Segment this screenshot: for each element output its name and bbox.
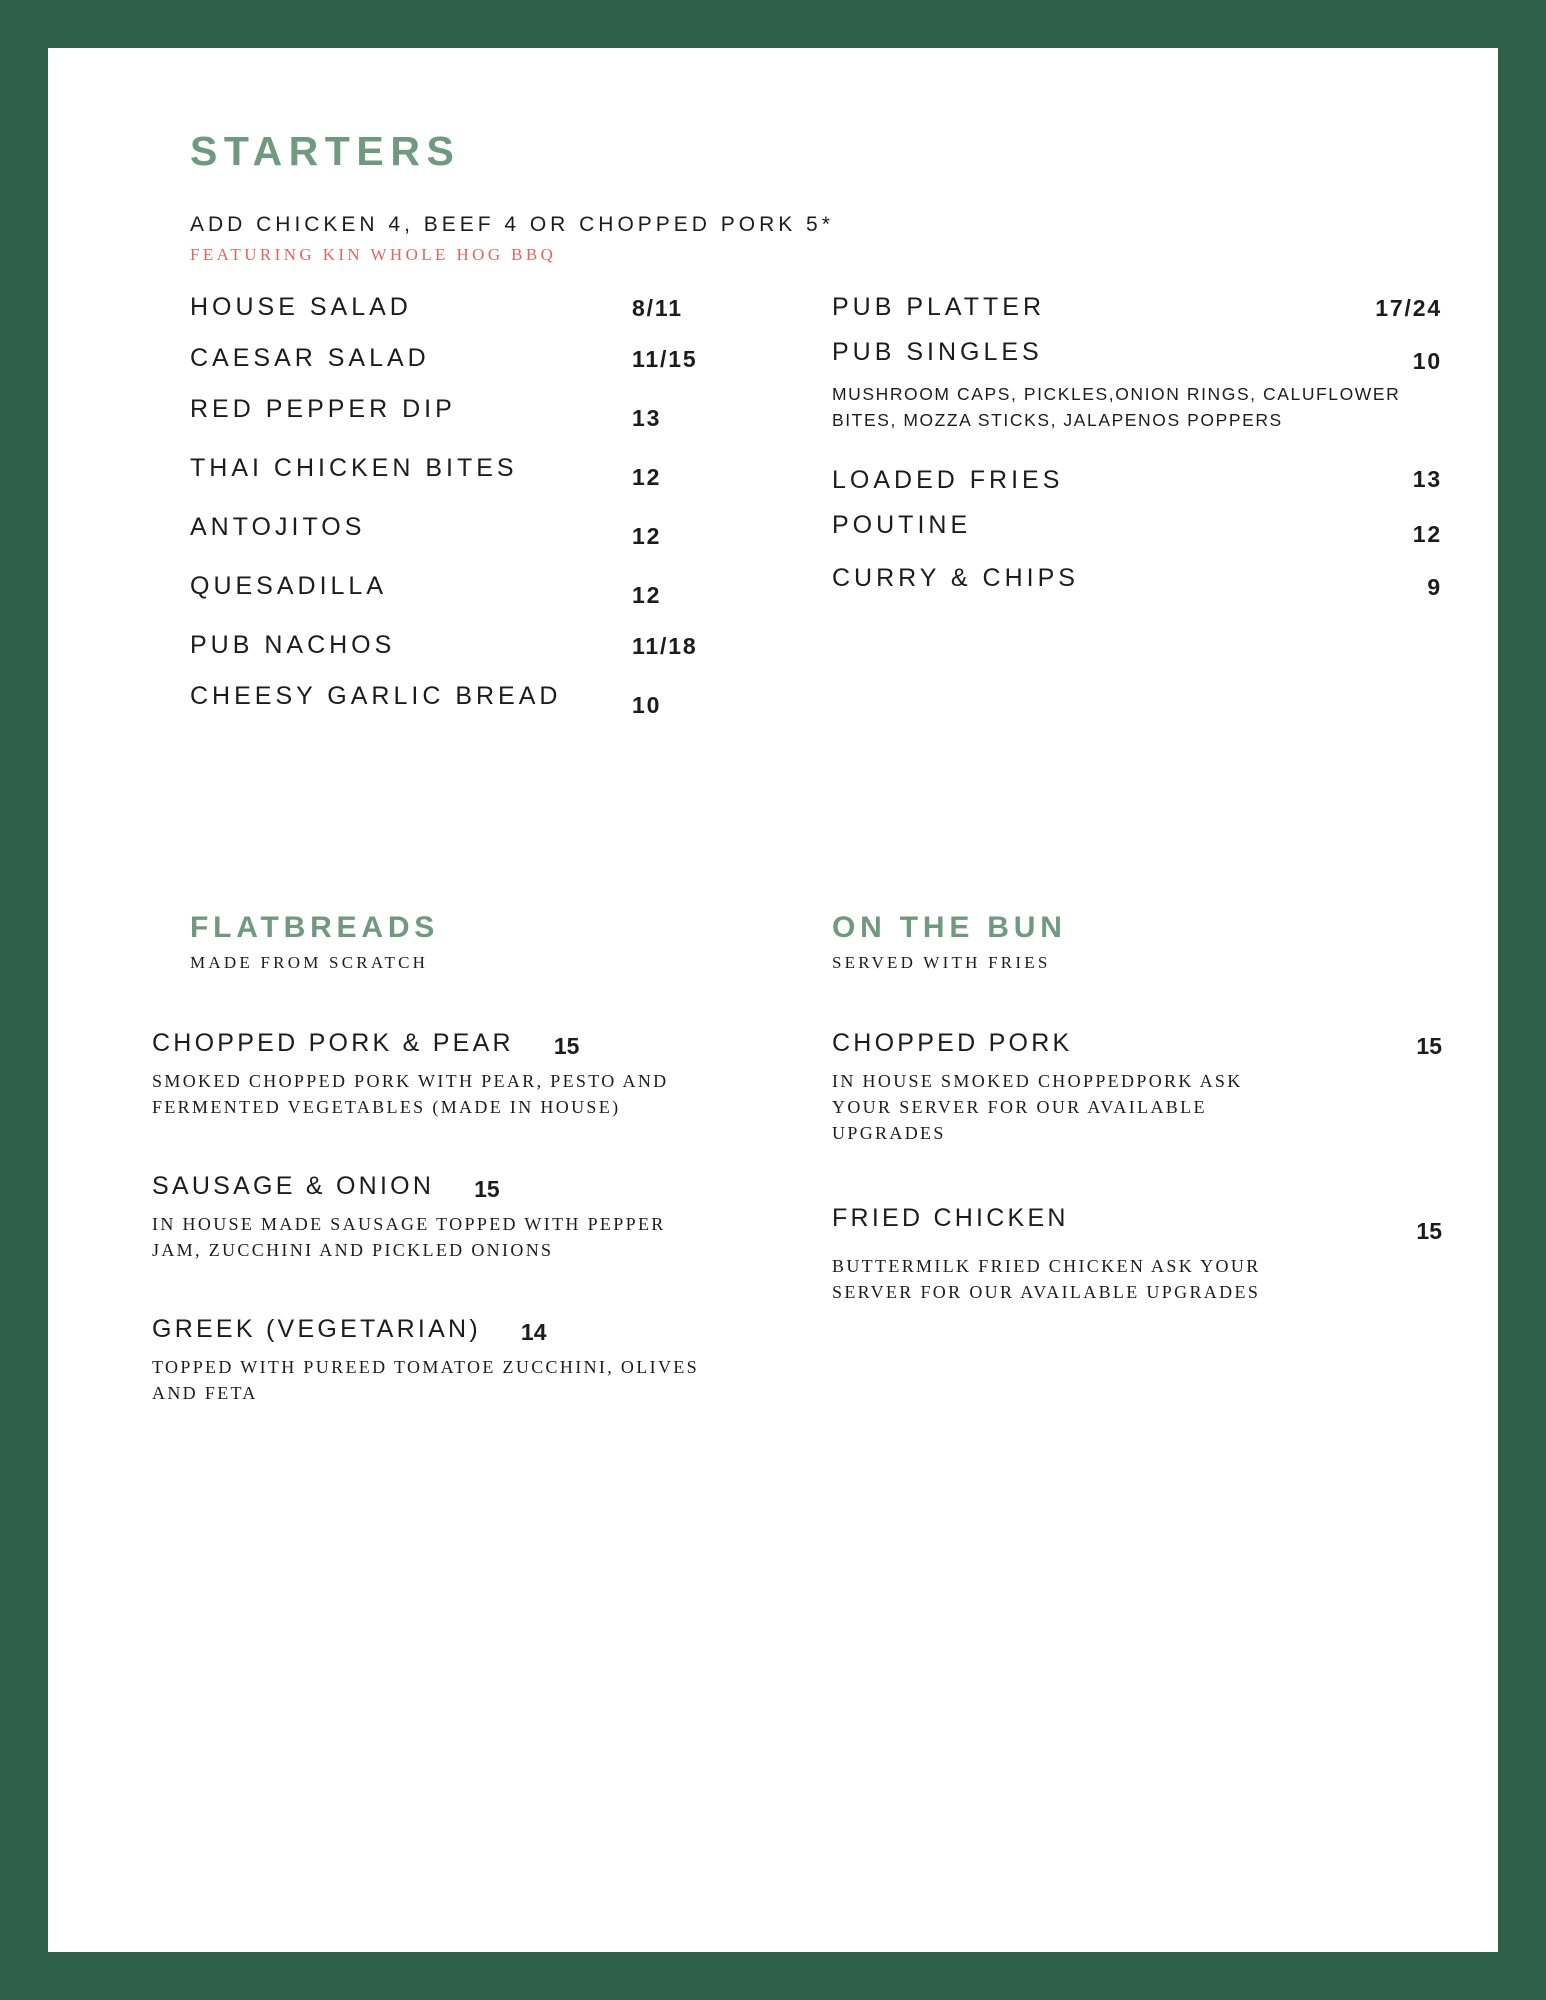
item-label: CHEESY GARLIC BREAD (190, 682, 562, 710)
item-price: 13 (632, 405, 662, 431)
on-the-bun-subtitle: SERVED WITH FRIES (832, 953, 1051, 972)
item-price: 12 (632, 582, 662, 608)
menu-item-antojitos (152, 513, 832, 550)
menu-item-loaded-fries (832, 466, 1442, 495)
item-description: BUTTERMILK FRIED CHICKEN ASK YOUR SERVER FOR OUR AVAILABLE UPGRADES (832, 1256, 1261, 1303)
item-price: 12 (632, 464, 662, 490)
flatbreads-subtitle: MADE FROM SCRATCH (190, 953, 429, 972)
menu-item-quesadilla (152, 572, 832, 609)
menu-item-house-salad (152, 293, 832, 322)
item-label: CURRY & CHIPS (832, 563, 1079, 592)
item-price: 17/24 (1375, 295, 1442, 321)
item-description: SMOKED CHOPPED PORK WITH PEAR, PESTO AND FERMENTED VEGETABLES (MADE IN HOUSE) (152, 1071, 669, 1118)
item-label: PUB PLATTER (832, 293, 1046, 321)
item-label: CHOPPED PORK & PEAR (152, 1029, 514, 1057)
on-the-bun-section (832, 911, 1442, 1459)
item-price: 15 (474, 1176, 500, 1203)
item-price: 13 (1412, 465, 1442, 492)
item-price: 10 (1412, 348, 1442, 374)
starters-columns (152, 293, 1442, 741)
item-price: 10 (632, 692, 662, 718)
item-description: TOPPED WITH PUREED TOMATOE ZUCCHINI, OLIVES AND FETA (152, 1357, 699, 1404)
starters-right-column (832, 293, 1442, 741)
item-label: PUB SINGLES (832, 338, 1043, 366)
item-label: ANTOJITOS (190, 513, 366, 541)
item-price: 15 (1416, 1033, 1442, 1059)
starters-note: ADD CHICKEN 4, BEEF 4 OR CHOPPED PORK 5* (190, 213, 834, 236)
menu-item-thai-chicken-bites (152, 454, 832, 491)
bun-chopped-pork (832, 1029, 1442, 1146)
item-description: IN HOUSE MADE SAUSAGE TOPPED WITH PEPPER JAM, ZUCCHINI AND PICKLED ONIONS (152, 1214, 666, 1261)
menu-item-pub-singles (832, 338, 1442, 375)
item-label: THAI CHICKEN BITES (190, 454, 518, 482)
item-label: RED PEPPER DIP (190, 395, 456, 423)
item-label: LOADED FRIES (832, 465, 1064, 494)
item-price: 15 (553, 1033, 580, 1059)
item-price: 9 (1427, 573, 1442, 600)
flatbread-greek-vegetarian (152, 1315, 832, 1406)
item-price: 14 (520, 1319, 547, 1346)
menu-item-caesar-salad (152, 344, 832, 373)
bun-fried-chicken (832, 1204, 1442, 1305)
flatbread-sausage-and-onion (152, 1172, 832, 1263)
item-description: IN HOUSE SMOKED CHOPPEDPORK ASK YOUR SERVER FOR OUR AVAILABLE UPGRADES (832, 1071, 1243, 1144)
item-price: 11/18 (632, 633, 698, 659)
item-label: POUTINE (832, 510, 972, 539)
item-price: 12 (632, 523, 662, 549)
item-label: GREEK (VEGETARIAN) (152, 1315, 481, 1344)
item-label: CHOPPED PORK (832, 1029, 1073, 1057)
menu-page (48, 48, 1498, 1952)
item-label: SAUSAGE & ONION (152, 1172, 435, 1201)
menu-item-pub-nachos (152, 631, 832, 660)
item-price: 15 (1416, 1218, 1442, 1245)
starters-left-column (152, 293, 832, 741)
item-label: CAESAR SALAD (190, 344, 430, 372)
menu-content (152, 128, 1442, 1459)
item-label: QUESADILLA (190, 572, 388, 600)
item-price: 12 (1412, 520, 1442, 547)
pub-singles-description: MUSHROOM CAPS, PICKLES,ONION RINGS, CALUFLOWER BITES, MOZZA STICKS, JALAPENOS POPPERS (832, 384, 1401, 431)
menu-item-pub-platter (832, 293, 1442, 322)
menu-item-red-pepper-dip (152, 395, 832, 432)
item-label: FRIED CHICKEN (832, 1204, 1069, 1233)
flatbreads-section (152, 911, 832, 1459)
menu-item-cheesy-garlic-bread (152, 682, 832, 719)
starters-subnote: FEATURING KIN WHOLE HOG BBQ (190, 245, 557, 264)
menu-item-poutine (832, 511, 1442, 548)
starters-heading: STARTERS (190, 128, 461, 174)
item-price: 8/11 (632, 295, 683, 321)
flatbread-chopped-pork-and-pear (152, 1029, 832, 1120)
item-label: HOUSE SALAD (190, 293, 412, 321)
item-label: PUB NACHOS (190, 631, 396, 659)
on-the-bun-heading: ON THE BUN (832, 911, 1067, 944)
item-price: 11/15 (632, 346, 698, 372)
flatbreads-heading: FLATBREADS (190, 911, 440, 944)
lower-sections (152, 911, 1442, 1459)
menu-item-curry-and-chips (832, 564, 1442, 601)
